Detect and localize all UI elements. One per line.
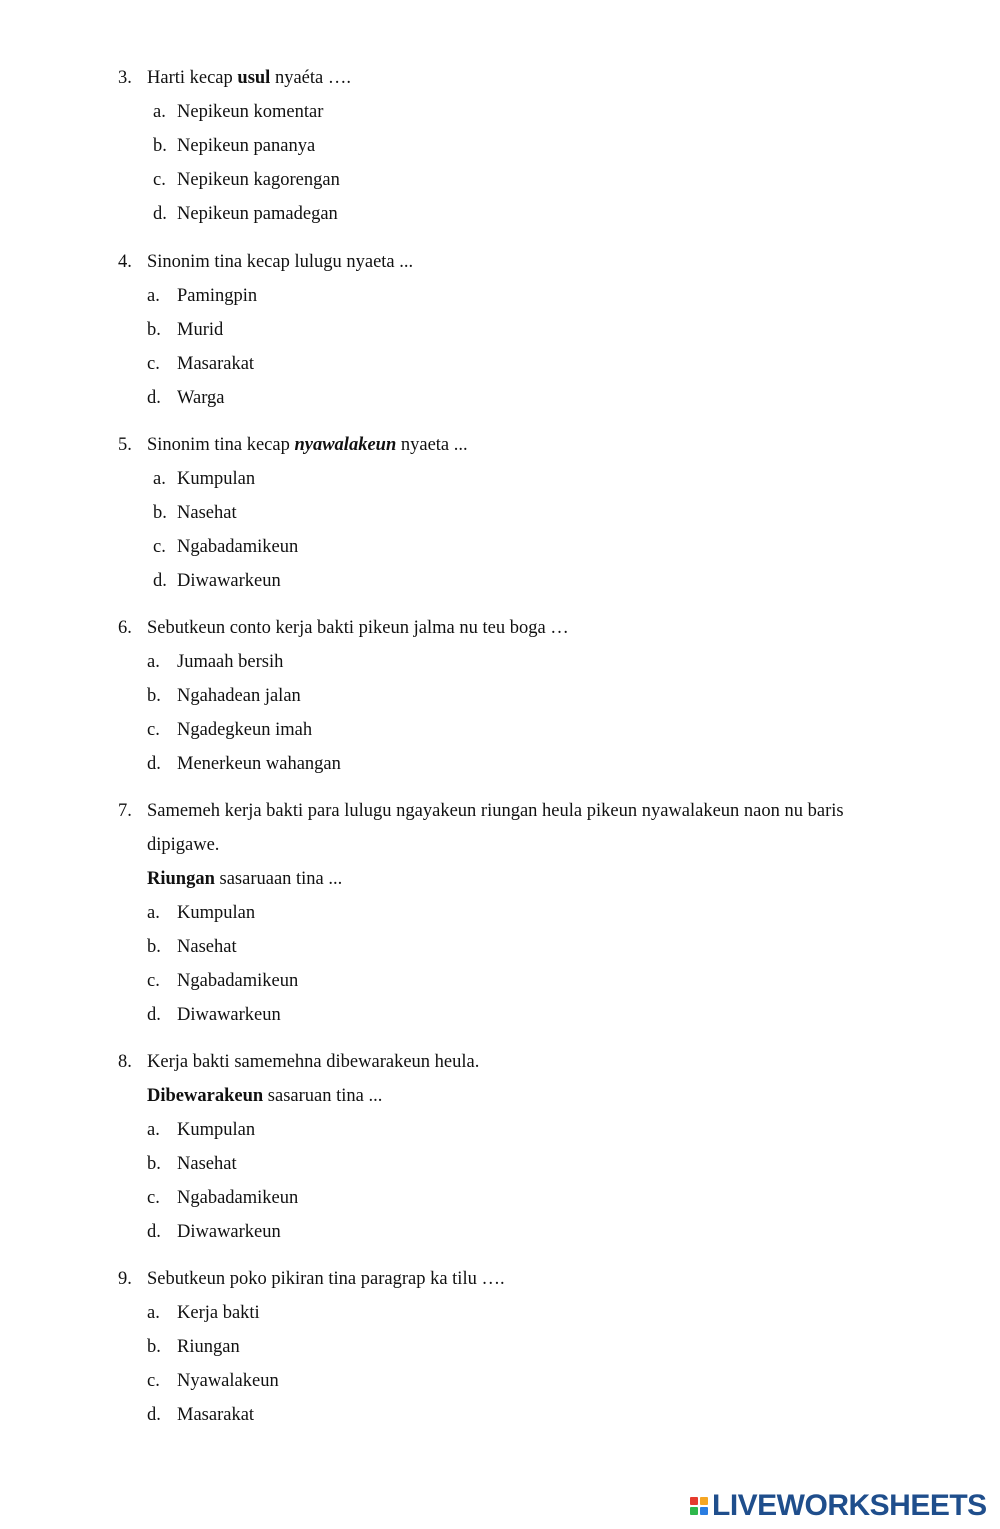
option-text: Nyawalakeun — [177, 1371, 279, 1391]
option-text: Kumpulan — [177, 903, 256, 923]
option-letter: d. — [147, 1222, 161, 1242]
prompt-text: Sebutkeun poko pikiran tina paragrap ka tilu …. — [147, 1269, 505, 1289]
option-letter: b. — [147, 320, 161, 340]
option-text: Pamingpin — [177, 286, 258, 306]
option-text: Nepikeun komentar — [177, 102, 324, 122]
question-number: 9. — [118, 1269, 132, 1289]
sub-prompt-keyword: Riungan — [147, 869, 215, 889]
logo-square-icon — [690, 1507, 698, 1515]
option-letter: c. — [153, 537, 166, 557]
option-letter: d. — [147, 388, 161, 408]
option-text: Ngahadean jalan — [177, 686, 301, 706]
option-text: Nepikeun pananya — [177, 136, 316, 156]
option-text: Nasehat — [177, 503, 237, 523]
option-letter: d. — [147, 1405, 161, 1425]
option-text: Masarakat — [177, 354, 255, 374]
logo-text: LIVEWORKSHEETS — [712, 1489, 987, 1522]
option-letter: c. — [147, 720, 160, 740]
option-text: Diwawarkeun — [177, 1005, 281, 1025]
prompt-continuation: dipigawe. — [147, 835, 220, 855]
prompt-text: Harti kecap — [147, 68, 238, 88]
option-letter: d. — [147, 754, 161, 774]
option-letter: a. — [147, 286, 160, 306]
option-text: Kerja bakti — [177, 1303, 260, 1323]
option-text: Ngadegkeun imah — [177, 720, 313, 740]
option-letter: d. — [147, 1005, 161, 1025]
question-number: 3. — [118, 68, 132, 88]
option-letter: b. — [147, 937, 161, 957]
option-text: Menerkeun wahangan — [177, 754, 341, 774]
prompt-text: nyaéta …. — [270, 68, 351, 88]
prompt-keyword: nyawalakeun — [294, 435, 397, 455]
option-text: Ngabadamikeun — [177, 1188, 299, 1208]
option-letter: a. — [147, 903, 160, 923]
question-number: 6. — [118, 618, 132, 638]
question-number: 4. — [118, 252, 132, 272]
question-number: 7. — [118, 801, 132, 821]
option-text: Murid — [177, 320, 224, 340]
option-text: Diwawarkeun — [177, 571, 281, 591]
option-text: Kumpulan — [177, 469, 256, 489]
option-letter: c. — [147, 1188, 160, 1208]
question-number: 8. — [118, 1052, 132, 1072]
option-letter: c. — [147, 1371, 160, 1391]
logo-square-icon — [700, 1497, 708, 1505]
liveworksheets-logo[interactable] — [690, 1489, 987, 1523]
logo-square-icon — [690, 1497, 698, 1505]
option-text: Warga — [177, 388, 225, 408]
option-letter: c. — [147, 971, 160, 991]
option-letter: d. — [153, 204, 167, 224]
option-text: Jumaah bersih — [177, 652, 284, 672]
option-letter: c. — [147, 354, 160, 374]
prompt-text: Kerja bakti samemehna dibewarakeun heula. — [147, 1052, 480, 1072]
option-letter: c. — [153, 170, 166, 190]
prompt-keyword: usul — [237, 68, 271, 88]
sub-prompt — [147, 868, 342, 890]
option-text: Nepikeun pamadegan — [177, 204, 338, 224]
option-text: Ngabadamikeun — [177, 971, 299, 991]
prompt-text: Sebutkeun conto kerja bakti pikeun jalma nu teu boga … — [147, 618, 569, 638]
option-text: Diwawarkeun — [177, 1222, 281, 1242]
option-text: Riungan — [177, 1337, 240, 1357]
sub-prompt-keyword: Dibewarakeun — [147, 1086, 264, 1106]
option-letter: b. — [147, 686, 161, 706]
option-letter: a. — [147, 1120, 160, 1140]
question-number: 5. — [118, 435, 132, 455]
option-text: Nasehat — [177, 937, 237, 957]
option-letter: a. — [147, 652, 160, 672]
prompt-text: nyaeta ... — [396, 435, 468, 455]
option-letter: d. — [153, 571, 167, 591]
option-text: Ngabadamikeun — [177, 537, 299, 557]
option-letter: a. — [153, 469, 166, 489]
option-letter: a. — [147, 1303, 160, 1323]
option-letter: b. — [153, 136, 167, 156]
option-text: Masarakat — [177, 1405, 255, 1425]
option-letter: b. — [147, 1154, 161, 1174]
option-text: Nasehat — [177, 1154, 237, 1174]
option-letter: b. — [153, 503, 167, 523]
logo-square-icon — [700, 1507, 708, 1515]
prompt-text: Sinonim tina kecap — [147, 435, 295, 455]
sub-prompt-text: sasaruan tina ... — [263, 1086, 383, 1106]
prompt-text: Samemeh kerja bakti para lulugu ngayakeun riungan heula pikeun nyawalakeun naon nu baris — [147, 801, 844, 821]
option-text: Nepikeun kagorengan — [177, 170, 340, 190]
option-letter: b. — [147, 1337, 161, 1357]
option-letter: a. — [153, 102, 166, 122]
option-text: Kumpulan — [177, 1120, 256, 1140]
sub-prompt-text: sasaruaan tina ... — [214, 869, 343, 889]
sub-prompt — [147, 1085, 382, 1107]
prompt-text: Sinonim tina kecap lulugu nyaeta ... — [147, 252, 414, 272]
logo-mark-icon — [690, 1497, 708, 1515]
